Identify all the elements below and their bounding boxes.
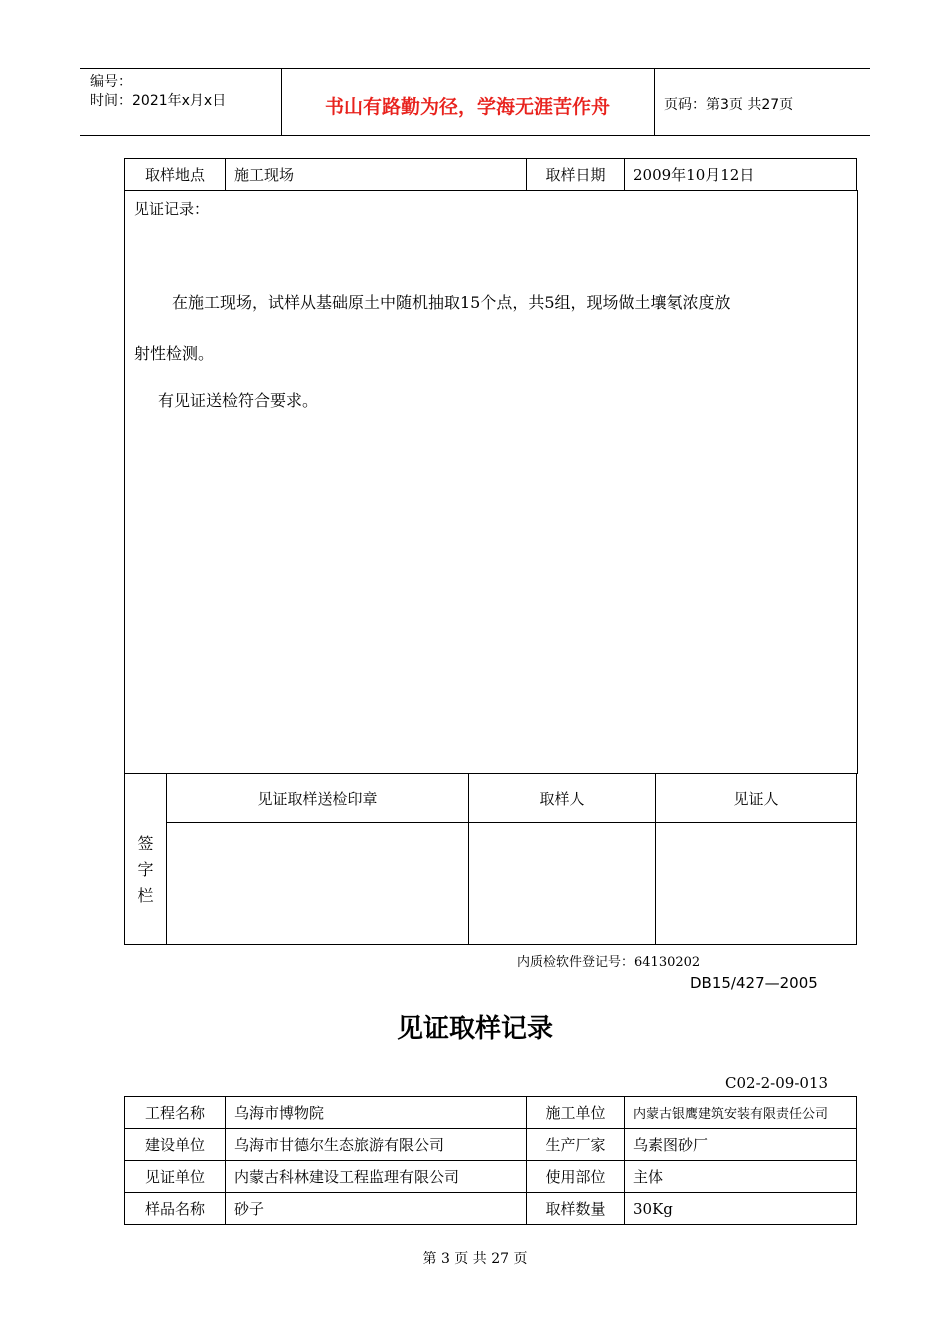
standard-code: DB15/427—2005 bbox=[690, 974, 818, 992]
witness-unit-label: 见证单位 bbox=[125, 1161, 226, 1193]
signature-column-label bbox=[125, 774, 167, 945]
witness-record-box bbox=[124, 190, 858, 774]
table-row bbox=[125, 1097, 857, 1129]
project-name-label: 工程名称 bbox=[125, 1097, 226, 1129]
construction-unit-label: 施工单位 bbox=[527, 1097, 625, 1129]
witness-signature-field[interactable] bbox=[656, 823, 857, 945]
page-info: 页码：第3页 共27页 bbox=[664, 97, 794, 113]
sampling-info-table bbox=[124, 158, 857, 191]
usage-location-label: 使用部位 bbox=[527, 1161, 625, 1193]
witness-unit-value: 内蒙古科林建设工程监理有限公司 bbox=[226, 1161, 527, 1193]
project-name-value: 乌海市博物院 bbox=[226, 1097, 527, 1129]
record-paragraph2: 有见证送检符合要求。 bbox=[158, 391, 319, 410]
header-top-rule bbox=[80, 68, 870, 69]
location-label: 取样地点 bbox=[125, 159, 226, 191]
witness-label: 见证人 bbox=[656, 774, 857, 823]
owner-unit-value: 乌海市甘德尔生态旅游有限公司 bbox=[226, 1129, 527, 1161]
record-paragraph-line2: 射性检测。 bbox=[134, 344, 215, 363]
page-footer: 第 3 页 共 27 页 bbox=[422, 1251, 528, 1267]
table-row bbox=[125, 1129, 857, 1161]
seal-field[interactable] bbox=[167, 823, 469, 945]
header-divider-right bbox=[654, 68, 655, 135]
sample-name-value: 砂子 bbox=[226, 1193, 527, 1225]
usage-location-value: 主体 bbox=[625, 1161, 857, 1193]
header-bottom-rule bbox=[80, 135, 870, 136]
record-title: 见证取样记录 bbox=[396, 1014, 553, 1044]
sampler-signature-field[interactable] bbox=[469, 823, 656, 945]
serial-label: 编号： bbox=[90, 74, 132, 90]
table-row bbox=[125, 1161, 857, 1193]
owner-unit-label: 建设单位 bbox=[125, 1129, 226, 1161]
sample-name-label: 样品名称 bbox=[125, 1193, 226, 1225]
witness-record-label: 见证记录： bbox=[134, 200, 210, 218]
sample-quantity-label: 取样数量 bbox=[527, 1193, 625, 1225]
time-label: 时间：2021年x月x日 bbox=[90, 93, 227, 109]
date-label: 取样日期 bbox=[527, 159, 625, 191]
signature-column-text: 签字栏 bbox=[137, 834, 154, 905]
seal-label: 见证取样送检印章 bbox=[167, 774, 469, 823]
project-info-table bbox=[124, 1096, 857, 1225]
record-paragraph-line1: 在施工现场，试样从基础原土中随机抽取15个点，共5组，现场做土壤氡浓度放 bbox=[172, 293, 731, 312]
manufacturer-label: 生产厂家 bbox=[527, 1129, 625, 1161]
motto: 书山有路勤为径，学海无涯苦作舟 bbox=[324, 96, 610, 118]
registration-number: 内质检软件登记号：64130202 bbox=[517, 955, 701, 970]
doc-code: C02-2-09-013 bbox=[725, 1074, 829, 1092]
date-value: 2009年10月12日 bbox=[625, 159, 857, 191]
manufacturer-value: 乌素图砂厂 bbox=[625, 1129, 857, 1161]
construction-unit-value: 内蒙古银鹰建筑安装有限责任公司 bbox=[625, 1097, 857, 1129]
location-value: 施工现场 bbox=[226, 159, 527, 191]
sample-quantity-value: 30Kg bbox=[625, 1193, 857, 1225]
table-row bbox=[125, 1193, 857, 1225]
sampler-label: 取样人 bbox=[469, 774, 656, 823]
signature-table bbox=[124, 773, 857, 945]
